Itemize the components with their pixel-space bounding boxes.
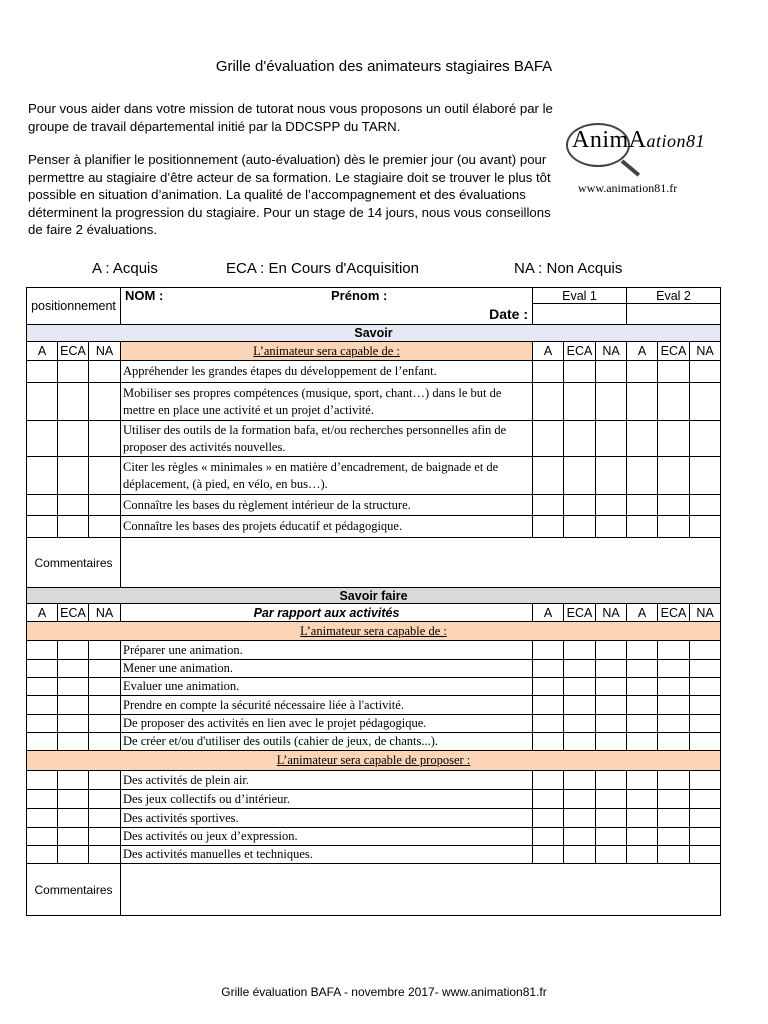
check-cell[interactable] <box>27 660 58 678</box>
eval1-header: Eval 1 <box>533 288 627 304</box>
col-na: NA <box>596 342 627 361</box>
logo-url: www.animation81.fr <box>578 181 678 195</box>
col-a: A <box>533 342 564 361</box>
check-cell[interactable] <box>690 495 721 516</box>
table-row <box>27 828 721 846</box>
table-row <box>27 771 721 790</box>
date-label: Date : <box>489 306 529 322</box>
logo-brand-small: ation81 <box>646 131 706 151</box>
check-cell[interactable] <box>89 696 121 715</box>
col-a: A <box>533 604 564 622</box>
check-cell[interactable] <box>89 660 121 678</box>
col-eca: ECA <box>564 342 596 361</box>
check-cell[interactable] <box>58 733 89 751</box>
check-cell[interactable] <box>89 421 121 457</box>
check-cell[interactable] <box>89 790 121 809</box>
check-cell[interactable] <box>596 733 627 751</box>
check-cell[interactable] <box>58 678 89 696</box>
criterion: Des activités sportives. <box>121 809 533 828</box>
check-cell[interactable] <box>627 660 658 678</box>
criterion: Mener une animation. <box>121 660 533 678</box>
col-na: NA <box>690 604 721 622</box>
check-cell[interactable] <box>627 790 658 809</box>
logo-brand <box>572 127 705 154</box>
check-cell[interactable] <box>658 809 690 828</box>
check-cell[interactable] <box>690 421 721 457</box>
propose-capable-text: L’animateur sera capable de proposer : <box>276 753 471 767</box>
col-a: A <box>627 604 658 622</box>
logo-brand-big: AnimA <box>572 127 647 153</box>
criterion: Des activités manuelles et techniques. <box>121 846 533 864</box>
check-cell[interactable] <box>627 457 658 495</box>
section-savoir: Savoir <box>27 325 721 342</box>
check-cell[interactable] <box>564 715 596 733</box>
check-cell[interactable] <box>533 771 564 790</box>
criterion: Citer les règles « minimales » en matière d’encadrement, de baignade et de déplacement, (à pied, en vélo, en bus…). <box>121 457 533 495</box>
table-row <box>27 809 721 828</box>
check-cell[interactable] <box>58 383 89 421</box>
eval2-header: Eval 2 <box>627 288 721 304</box>
check-cell[interactable] <box>658 641 690 660</box>
check-cell[interactable] <box>564 495 596 516</box>
check-cell[interactable] <box>533 790 564 809</box>
check-cell[interactable] <box>89 457 121 495</box>
check-cell[interactable] <box>533 361 564 383</box>
check-cell[interactable] <box>596 516 627 538</box>
check-cell[interactable] <box>58 421 89 457</box>
check-cell[interactable] <box>564 383 596 421</box>
check-cell[interactable] <box>596 660 627 678</box>
legend-acquis: A : Acquis <box>92 260 158 277</box>
comments-field[interactable] <box>121 538 721 588</box>
criterion: Mobiliser ses propres compétences (musique, sport, chant…) dans le but de mettre en place une activité et un projet d’activité. <box>121 383 533 421</box>
table-row <box>27 383 721 421</box>
comments-label: Commentaires <box>27 864 121 916</box>
check-cell[interactable] <box>58 790 89 809</box>
nom-label: NOM : <box>125 288 164 303</box>
savoir-faire-capable-text: L’animateur sera capable de : <box>300 623 447 638</box>
check-cell[interactable] <box>533 715 564 733</box>
check-cell[interactable] <box>627 809 658 828</box>
check-cell[interactable] <box>690 846 721 864</box>
check-cell[interactable] <box>658 495 690 516</box>
comments-field[interactable] <box>121 864 721 916</box>
check-cell[interactable] <box>564 809 596 828</box>
table-row <box>27 733 721 751</box>
check-cell[interactable] <box>533 733 564 751</box>
eval2-date-cell[interactable] <box>627 304 721 325</box>
check-cell[interactable] <box>596 383 627 421</box>
check-cell[interactable] <box>58 361 89 383</box>
check-cell[interactable] <box>27 457 58 495</box>
check-cell[interactable] <box>58 457 89 495</box>
check-cell[interactable] <box>596 361 627 383</box>
table-row <box>27 660 721 678</box>
page-footer: Grille évaluation BAFA - novembre 2017- www.animation81.fr <box>221 985 547 999</box>
check-cell[interactable] <box>690 457 721 495</box>
check-cell[interactable] <box>58 771 89 790</box>
criterion: Préparer une animation. <box>121 641 533 660</box>
check-cell[interactable] <box>627 361 658 383</box>
check-cell[interactable] <box>690 383 721 421</box>
check-cell[interactable] <box>27 678 58 696</box>
check-cell[interactable] <box>564 696 596 715</box>
col-a: A <box>627 342 658 361</box>
check-cell[interactable] <box>690 696 721 715</box>
check-cell[interactable] <box>27 641 58 660</box>
check-cell[interactable] <box>58 715 89 733</box>
check-cell[interactable] <box>658 516 690 538</box>
check-cell[interactable] <box>89 809 121 828</box>
legend-eca: ECA : En Cours d'Acquisition <box>226 260 419 277</box>
check-cell[interactable] <box>658 361 690 383</box>
check-cell[interactable] <box>690 809 721 828</box>
check-cell[interactable] <box>533 828 564 846</box>
table-row <box>27 457 721 495</box>
check-cell[interactable] <box>596 828 627 846</box>
eval1-date-cell[interactable] <box>533 304 627 325</box>
check-cell[interactable] <box>627 495 658 516</box>
check-cell[interactable] <box>58 809 89 828</box>
evaluation-grid <box>26 287 721 916</box>
check-cell[interactable] <box>89 715 121 733</box>
check-cell[interactable] <box>596 495 627 516</box>
check-cell[interactable] <box>58 696 89 715</box>
check-cell[interactable] <box>627 678 658 696</box>
check-cell[interactable] <box>658 383 690 421</box>
col-na: NA <box>596 604 627 622</box>
intro-paragraph-2: Penser à planifier le positionnement (auto-évaluation) dès le premier jour (ou avant) pour permettre au stagiaire d’être acteur de sa formation. Le stagiaire doit se trouver le plus tôt possible en situation d’animation. La qualité de l’accompagnement et des évaluations déterminent la progression du stagiaire. Pour un stage de 14 jours, nous vous conseillons de faire 2 évaluations. <box>28 152 551 237</box>
col-na: NA <box>89 342 121 361</box>
criterion: Des jeux collectifs ou d’intérieur. <box>121 790 533 809</box>
check-cell[interactable] <box>89 828 121 846</box>
table-row <box>27 641 721 660</box>
check-cell[interactable] <box>58 846 89 864</box>
check-cell[interactable] <box>564 771 596 790</box>
check-cell[interactable] <box>27 696 58 715</box>
check-cell[interactable] <box>564 516 596 538</box>
check-cell[interactable] <box>27 828 58 846</box>
document-title: Grille d'évaluation des animateurs stagiaires BAFA <box>215 58 553 75</box>
check-cell[interactable] <box>27 715 58 733</box>
criterion: Appréhender les grandes étapes du développement de l’enfant. <box>121 361 533 383</box>
check-cell[interactable] <box>89 361 121 383</box>
check-cell[interactable] <box>627 715 658 733</box>
check-cell[interactable] <box>533 696 564 715</box>
table-row <box>27 715 721 733</box>
check-cell[interactable] <box>690 790 721 809</box>
check-cell[interactable] <box>596 696 627 715</box>
check-cell[interactable] <box>658 678 690 696</box>
check-cell[interactable] <box>658 828 690 846</box>
check-cell[interactable] <box>658 457 690 495</box>
col-eca: ECA <box>658 604 690 622</box>
section-savoir-faire: Savoir faire <box>27 588 721 604</box>
magnifier-handle <box>621 159 640 176</box>
check-cell[interactable] <box>690 771 721 790</box>
savoir-capable-text: L’animateur sera capable de : <box>253 343 400 358</box>
check-cell[interactable] <box>564 361 596 383</box>
check-cell[interactable] <box>564 828 596 846</box>
check-cell[interactable] <box>89 495 121 516</box>
check-cell[interactable] <box>58 516 89 538</box>
check-cell[interactable] <box>533 641 564 660</box>
check-cell[interactable] <box>627 641 658 660</box>
criterion: Des activités de plein air. <box>121 771 533 790</box>
table-row <box>27 696 721 715</box>
criterion: De créer et/ou d'utiliser des outils (cahier de jeux, de chants...). <box>121 733 533 751</box>
check-cell[interactable] <box>627 696 658 715</box>
check-cell[interactable] <box>533 457 564 495</box>
check-cell[interactable] <box>690 660 721 678</box>
check-cell[interactable] <box>658 790 690 809</box>
check-cell[interactable] <box>690 828 721 846</box>
check-cell[interactable] <box>89 771 121 790</box>
col-a: A <box>27 342 58 361</box>
table-row <box>27 790 721 809</box>
col-a: A <box>27 604 58 622</box>
propose-capable-header <box>27 751 721 771</box>
check-cell[interactable] <box>658 771 690 790</box>
check-cell[interactable] <box>27 809 58 828</box>
positionnement-header: positionnement <box>27 288 121 325</box>
table-row <box>27 495 721 516</box>
check-cell[interactable] <box>564 641 596 660</box>
check-cell[interactable] <box>596 421 627 457</box>
check-cell[interactable] <box>89 678 121 696</box>
check-cell[interactable] <box>27 516 58 538</box>
check-cell[interactable] <box>533 421 564 457</box>
col-eca: ECA <box>564 604 596 622</box>
check-cell[interactable] <box>58 660 89 678</box>
check-cell[interactable] <box>658 715 690 733</box>
table-row <box>27 421 721 457</box>
check-cell[interactable] <box>533 660 564 678</box>
check-cell[interactable] <box>658 660 690 678</box>
identity-cell <box>121 288 533 325</box>
check-cell[interactable] <box>596 846 627 864</box>
check-cell[interactable] <box>27 771 58 790</box>
check-cell[interactable] <box>564 660 596 678</box>
check-cell[interactable] <box>596 641 627 660</box>
check-cell[interactable] <box>89 733 121 751</box>
check-cell[interactable] <box>89 516 121 538</box>
table-row <box>27 361 721 383</box>
criterion: De proposer des activités en lien avec le projet pédagogique. <box>121 715 533 733</box>
check-cell[interactable] <box>533 495 564 516</box>
check-cell[interactable] <box>627 383 658 421</box>
criterion: Connaître les bases des projets éducatif et pédagogique. <box>121 516 533 538</box>
criterion: Connaître les bases du règlement intérieur de la structure. <box>121 495 533 516</box>
check-cell[interactable] <box>89 846 121 864</box>
check-cell[interactable] <box>690 733 721 751</box>
check-cell[interactable] <box>27 383 58 421</box>
check-cell[interactable] <box>658 733 690 751</box>
col-na: NA <box>690 342 721 361</box>
col-eca: ECA <box>58 604 89 622</box>
check-cell[interactable] <box>58 828 89 846</box>
activities-subtitle: Par rapport aux activités <box>121 604 533 622</box>
check-cell[interactable] <box>564 421 596 457</box>
check-cell[interactable] <box>533 383 564 421</box>
check-cell[interactable] <box>27 421 58 457</box>
check-cell[interactable] <box>690 678 721 696</box>
check-cell[interactable] <box>690 516 721 538</box>
check-cell[interactable] <box>27 790 58 809</box>
check-cell[interactable] <box>89 383 121 421</box>
col-eca: ECA <box>58 342 89 361</box>
check-cell[interactable] <box>690 715 721 733</box>
check-cell[interactable] <box>27 846 58 864</box>
check-cell[interactable] <box>564 457 596 495</box>
check-cell[interactable] <box>627 516 658 538</box>
animation81-logo <box>566 115 716 205</box>
criterion: Prendre en compte la sécurité nécessaire liée à l'activité. <box>121 696 533 715</box>
check-cell[interactable] <box>627 733 658 751</box>
table-row <box>27 678 721 696</box>
check-cell[interactable] <box>27 733 58 751</box>
check-cell[interactable] <box>27 361 58 383</box>
check-cell[interactable] <box>564 790 596 809</box>
criterion: Utiliser des outils de la formation bafa, et/ou recherches personnelles afin de proposer des activités nouvelles. <box>121 421 533 457</box>
table-row <box>27 516 721 538</box>
check-cell[interactable] <box>89 641 121 660</box>
check-cell[interactable] <box>658 846 690 864</box>
check-cell[interactable] <box>658 421 690 457</box>
savoir-faire-capable-header <box>27 622 721 641</box>
check-cell[interactable] <box>533 516 564 538</box>
check-cell[interactable] <box>627 771 658 790</box>
check-cell[interactable] <box>596 678 627 696</box>
criterion: Des activités ou jeux d’expression. <box>121 828 533 846</box>
table-row <box>27 846 721 864</box>
check-cell[interactable] <box>58 641 89 660</box>
check-cell[interactable] <box>27 495 58 516</box>
check-cell[interactable] <box>596 790 627 809</box>
savoir-capable-header <box>121 342 533 361</box>
prenom-label: Prénom : <box>331 288 388 303</box>
check-cell[interactable] <box>596 715 627 733</box>
check-cell[interactable] <box>564 846 596 864</box>
legend-non-acquis: NA : Non Acquis <box>514 260 623 277</box>
check-cell[interactable] <box>690 641 721 660</box>
col-na: NA <box>89 604 121 622</box>
check-cell[interactable] <box>58 495 89 516</box>
check-cell[interactable] <box>596 809 627 828</box>
check-cell[interactable] <box>658 696 690 715</box>
check-cell[interactable] <box>564 678 596 696</box>
criterion: Evaluer une animation. <box>121 678 533 696</box>
check-cell[interactable] <box>533 846 564 864</box>
comments-label: Commentaires <box>27 538 121 588</box>
check-cell[interactable] <box>533 809 564 828</box>
col-eca: ECA <box>658 342 690 361</box>
check-cell[interactable] <box>627 828 658 846</box>
check-cell[interactable] <box>690 361 721 383</box>
check-cell[interactable] <box>564 733 596 751</box>
check-cell[interactable] <box>627 846 658 864</box>
check-cell[interactable] <box>596 457 627 495</box>
check-cell[interactable] <box>596 771 627 790</box>
check-cell[interactable] <box>533 678 564 696</box>
check-cell[interactable] <box>627 421 658 457</box>
intro-paragraph-1: Pour vous aider dans votre mission de tutorat nous vous proposons un outil élaboré par le groupe de travail départemental initié par la DDCSPP du TARN. <box>28 101 553 134</box>
